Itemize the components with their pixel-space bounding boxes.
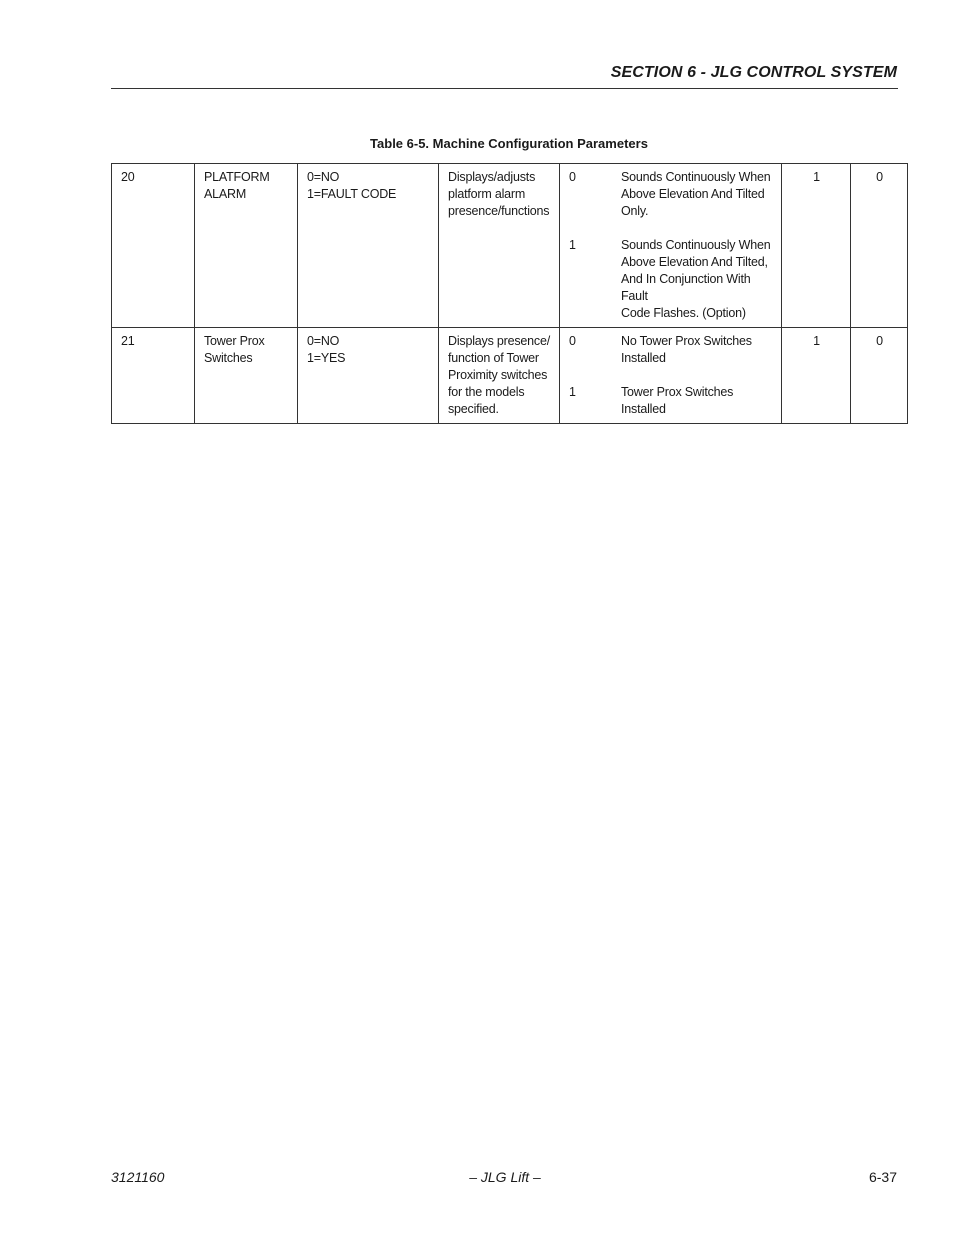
param-range-line: 0=NO <box>307 170 340 184</box>
param-col8: 0 <box>851 164 908 328</box>
param-description <box>439 164 560 328</box>
param-description <box>439 328 560 424</box>
param-description-line: Proximity switches <box>448 368 548 382</box>
option-text-line: Above Elevation And Tilted, <box>621 255 768 269</box>
option-text <box>621 384 773 418</box>
param-name <box>195 164 298 328</box>
param-range <box>298 164 439 328</box>
page-number: 6-37 <box>868 1169 897 1185</box>
param-description-line: for the models <box>448 385 525 399</box>
option-text-line: Above Elevation And Tilted <box>621 187 765 201</box>
footer-brand: – JLG Lift – <box>469 1169 541 1185</box>
param-col7: 1 <box>782 328 851 424</box>
param-description-line: Displays/adjusts <box>448 170 536 184</box>
option-value: 1 <box>569 238 576 252</box>
param-description-line: presence/functions <box>448 204 550 218</box>
param-range-line: 1=YES <box>307 351 346 365</box>
param-range <box>298 328 439 424</box>
option-value: 0 <box>569 334 576 348</box>
option-text <box>621 237 773 322</box>
option-text-line: Sounds Continuously When <box>621 170 771 184</box>
param-options <box>560 328 782 424</box>
param-description-line: specified. <box>448 402 499 416</box>
param-description-line: function of Tower <box>448 351 539 365</box>
table-row <box>112 164 908 328</box>
option-item <box>569 237 773 322</box>
machine-configuration-table <box>111 163 908 424</box>
param-description-line: Displays presence/ <box>448 334 551 348</box>
option-text-line: Code Flashes. (Option) <box>621 306 746 320</box>
option-text-line: And In Conjunction With Fault <box>621 272 751 303</box>
param-name-line: Tower Prox <box>204 334 265 348</box>
param-name-line: Switches <box>204 351 253 365</box>
option-text-line: No Tower Prox Switches <box>621 334 752 348</box>
doc-number: 3121160 <box>111 1169 165 1185</box>
table-caption: Table 6-5. Machine Configuration Parameters <box>370 136 648 151</box>
param-options <box>560 164 782 328</box>
param-range-line: 0=NO <box>307 334 340 348</box>
param-name-line: PLATFORM <box>204 170 270 184</box>
option-value: 0 <box>569 170 576 184</box>
param-description-line: platform alarm <box>448 187 526 201</box>
option-text-line: Installed <box>621 351 666 365</box>
param-name-line: ALARM <box>204 187 247 201</box>
option-item <box>569 384 773 418</box>
option-text-line: Installed <box>621 402 666 416</box>
header-divider <box>111 88 898 89</box>
section-title: SECTION 6 - JLG CONTROL SYSTEM <box>610 64 897 81</box>
param-number: 20 <box>112 164 195 328</box>
table-row <box>112 328 908 424</box>
option-text <box>621 333 773 367</box>
option-text-line: Sounds Continuously When <box>621 238 771 252</box>
option-item <box>569 169 773 220</box>
param-number: 21 <box>112 328 195 424</box>
param-col8: 0 <box>851 328 908 424</box>
param-range-line: 1=FAULT CODE <box>307 187 397 201</box>
option-text-line: Only. <box>621 204 649 218</box>
option-text-line: Tower Prox Switches <box>621 385 734 399</box>
option-value: 1 <box>569 385 576 399</box>
param-col7: 1 <box>782 164 851 328</box>
option-item <box>569 333 773 367</box>
param-name <box>195 328 298 424</box>
option-text <box>621 169 773 220</box>
